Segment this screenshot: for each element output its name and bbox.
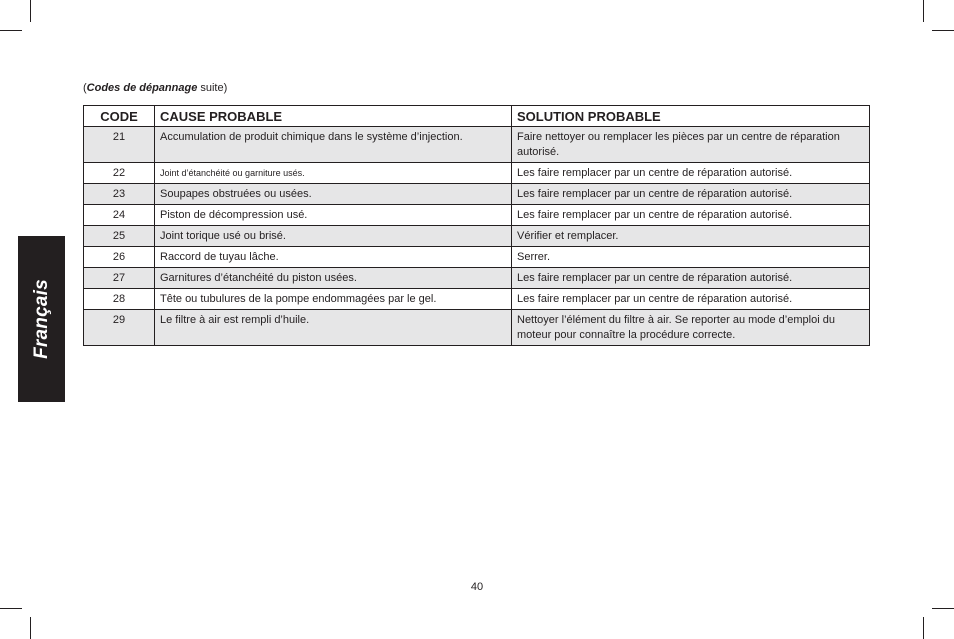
code-cell: 28 (84, 289, 155, 310)
crop-mark (923, 0, 924, 22)
crop-mark (30, 0, 31, 22)
cause-cell: Soupapes obstruées ou usées. (155, 184, 512, 205)
header-cause: CAUSE PROBABLE (155, 106, 512, 127)
caption-open-paren: ( (83, 82, 87, 94)
cause-cell: Accumulation de produit chimique dans le système d’injection. (155, 127, 512, 163)
code-cell: 29 (84, 310, 155, 346)
table-row (84, 205, 870, 226)
table-row (84, 163, 870, 184)
language-tab-label: Français (30, 279, 52, 359)
solution-cell: Faire nettoyer ou remplacer les pièces par un centre de réparation autorisé. (512, 127, 870, 163)
crop-mark (0, 30, 22, 31)
caption-suffix: suite) (197, 82, 228, 94)
solution-cell: Les faire remplacer par un centre de réparation autorisé. (512, 289, 870, 310)
code-cell: 25 (84, 226, 155, 247)
code-cell: 23 (84, 184, 155, 205)
crop-mark (30, 617, 31, 639)
cause-cell: Piston de décompression usé. (155, 205, 512, 226)
cause-cell: Joint d’étanchéité ou garniture usés. (155, 163, 512, 184)
solution-cell: Les faire remplacer par un centre de réparation autorisé. (512, 268, 870, 289)
solution-cell: Les faire remplacer par un centre de réparation autorisé. (512, 205, 870, 226)
crop-mark (932, 30, 954, 31)
language-tab (18, 236, 65, 402)
header-solution: SOLUTION PROBABLE (512, 106, 870, 127)
code-cell: 21 (84, 127, 155, 163)
code-cell: 27 (84, 268, 155, 289)
page-number: 40 (470, 581, 484, 593)
cause-cell: Garnitures d’étanchéité du piston usées. (155, 268, 512, 289)
table-row (84, 226, 870, 247)
solution-cell: Vérifier et remplacer. (512, 226, 870, 247)
caption-title: Codes de dépannage (86, 82, 198, 94)
table-row (84, 289, 870, 310)
cause-cell: Le filtre à air est rempli d’huile. (155, 310, 512, 346)
cause-cell: Tête ou tubulures de la pompe endommagées par le gel. (155, 289, 512, 310)
solution-cell: Les faire remplacer par un centre de réparation autorisé. (512, 184, 870, 205)
solution-cell: Les faire remplacer par un centre de réparation autorisé. (512, 163, 870, 184)
table-row (84, 184, 870, 205)
table-row (84, 127, 870, 163)
solution-cell: Serrer. (512, 247, 870, 268)
table-row (84, 310, 870, 346)
table-row (84, 268, 870, 289)
solution-cell: Nettoyer l’élément du filtre à air. Se reporter au mode d’emploi du moteur pour connaître la procédure correcte. (512, 310, 870, 346)
crop-mark (0, 608, 22, 609)
cause-cell: Raccord de tuyau lâche. (155, 247, 512, 268)
cause-cell: Joint torique usé ou brisé. (155, 226, 512, 247)
crop-mark (923, 617, 924, 639)
table-caption (83, 81, 227, 95)
table-header-row (84, 106, 870, 127)
crop-mark (932, 608, 954, 609)
table-row (84, 247, 870, 268)
troubleshooting-codes-table (83, 105, 870, 346)
code-cell: 22 (84, 163, 155, 184)
code-cell: 26 (84, 247, 155, 268)
header-code: CODE (84, 106, 155, 127)
code-cell: 24 (84, 205, 155, 226)
